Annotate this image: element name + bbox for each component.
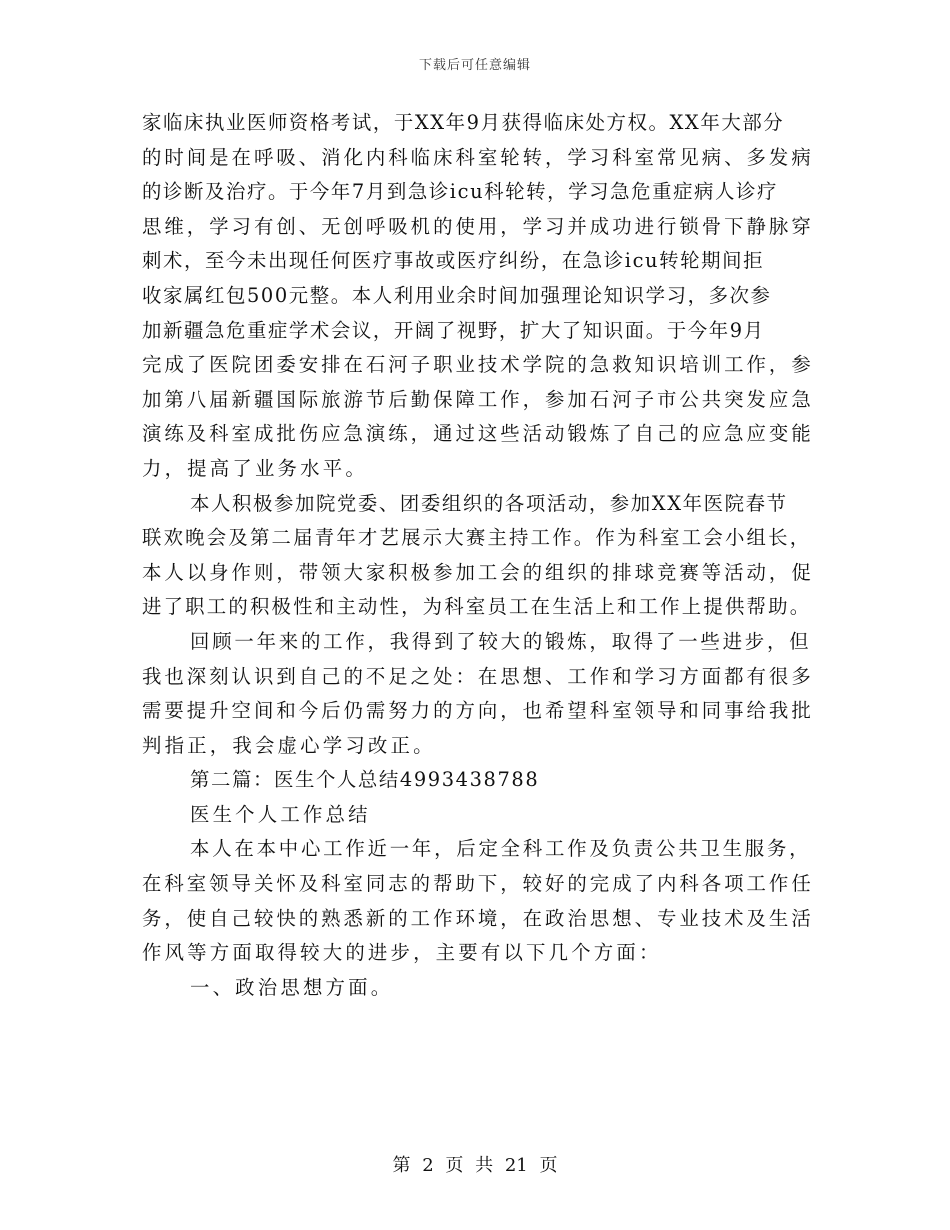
body-line: 判指正，我会虚心学习改正。 [142, 733, 436, 757]
body-line: 力，提高了业务水平。 [142, 456, 368, 480]
body-line: 演练及科室成批伤应急演练，通过这些活动锻炼了自己的应急应变能 [142, 422, 814, 446]
body-line: 在科室领导关怀及科室同志的帮助下，较好的完成了内科各项工作任 [142, 872, 814, 896]
body-line: 一、政治思想方面。 [190, 975, 394, 999]
document-body [142, 106, 814, 1005]
body-line: 完成了医院团委安排在石河子职业技术学院的急救知识培训工作，参 [142, 353, 814, 377]
page-footer: 第 2 页 共 21 页 [392, 1155, 558, 1176]
body-line: 加新疆急危重症学术会议，开阔了视野，扩大了知识面。于今年9月 [142, 318, 765, 342]
body-line: 家临床执业医师资格考试，于XX年9月获得临床处方权。XX年大部分 [142, 111, 785, 134]
body-line: 医生个人工作总结 [190, 802, 371, 826]
body-line: 收家属红包500元整。本人利用业余时间加强理论知识学习，多次参 [142, 283, 772, 307]
page-header: 下载后可任意编辑 [418, 58, 531, 73]
body-line: 本人积极参加院党委、团委组织的各项活动，参加XX年医院春节 [190, 491, 788, 515]
body-line: 联欢晚会及第二届青年才艺展示大赛主持工作。作为科室工会小组长， [142, 526, 812, 550]
body-line: 本人在本中心工作近一年，后定全科工作及负责公共卫生服务， [190, 837, 812, 861]
body-line: 务，使自己较快的熟悉新的工作环境，在政治思想、专业技术及生活 [142, 906, 814, 930]
body-line: 加第八届新疆国际旅游节后勤保障工作，参加石河子市公共突发应急 [142, 387, 814, 411]
body-line: 作风等方面取得较大的进步，主要有以下几个方面： [142, 941, 662, 965]
body-line: 第二篇：医生个人总结4993438788 [190, 768, 540, 792]
body-line: 刺术，至今未出现任何医疗事故或医疗纠纷，在急诊icu转轮期间拒 [142, 249, 765, 273]
body-line: 的诊断及治疗。于今年7月到急诊icu科轮转，学习急危重症病人诊疗 [142, 180, 779, 204]
body-line: 思维，学习有创、无创呼吸机的使用，学习并成功进行锁骨下静脉穿 [142, 214, 814, 238]
body-line: 的时间是在呼吸、消化内科临床科室轮转，学习科室常见病、多发病 [142, 145, 814, 169]
body-line: 我也深刻认识到自己的不足之处：在思想、工作和学习方面都有很多 [142, 664, 814, 688]
body-line: 需要提升空间和今后仍需努力的方向，也希望科室领导和同事给我批 [142, 699, 814, 723]
body-line: 回顾一年来的工作，我得到了较大的锻炼，取得了一些进步，但 [190, 629, 812, 653]
body-line: 本人以身作则，带领大家积极参加工会的组织的排球竞赛等活动，促 [142, 560, 814, 584]
body-line: 进了职工的积极性和主动性，为科室员工在生活上和工作上提供帮助。 [142, 595, 812, 619]
